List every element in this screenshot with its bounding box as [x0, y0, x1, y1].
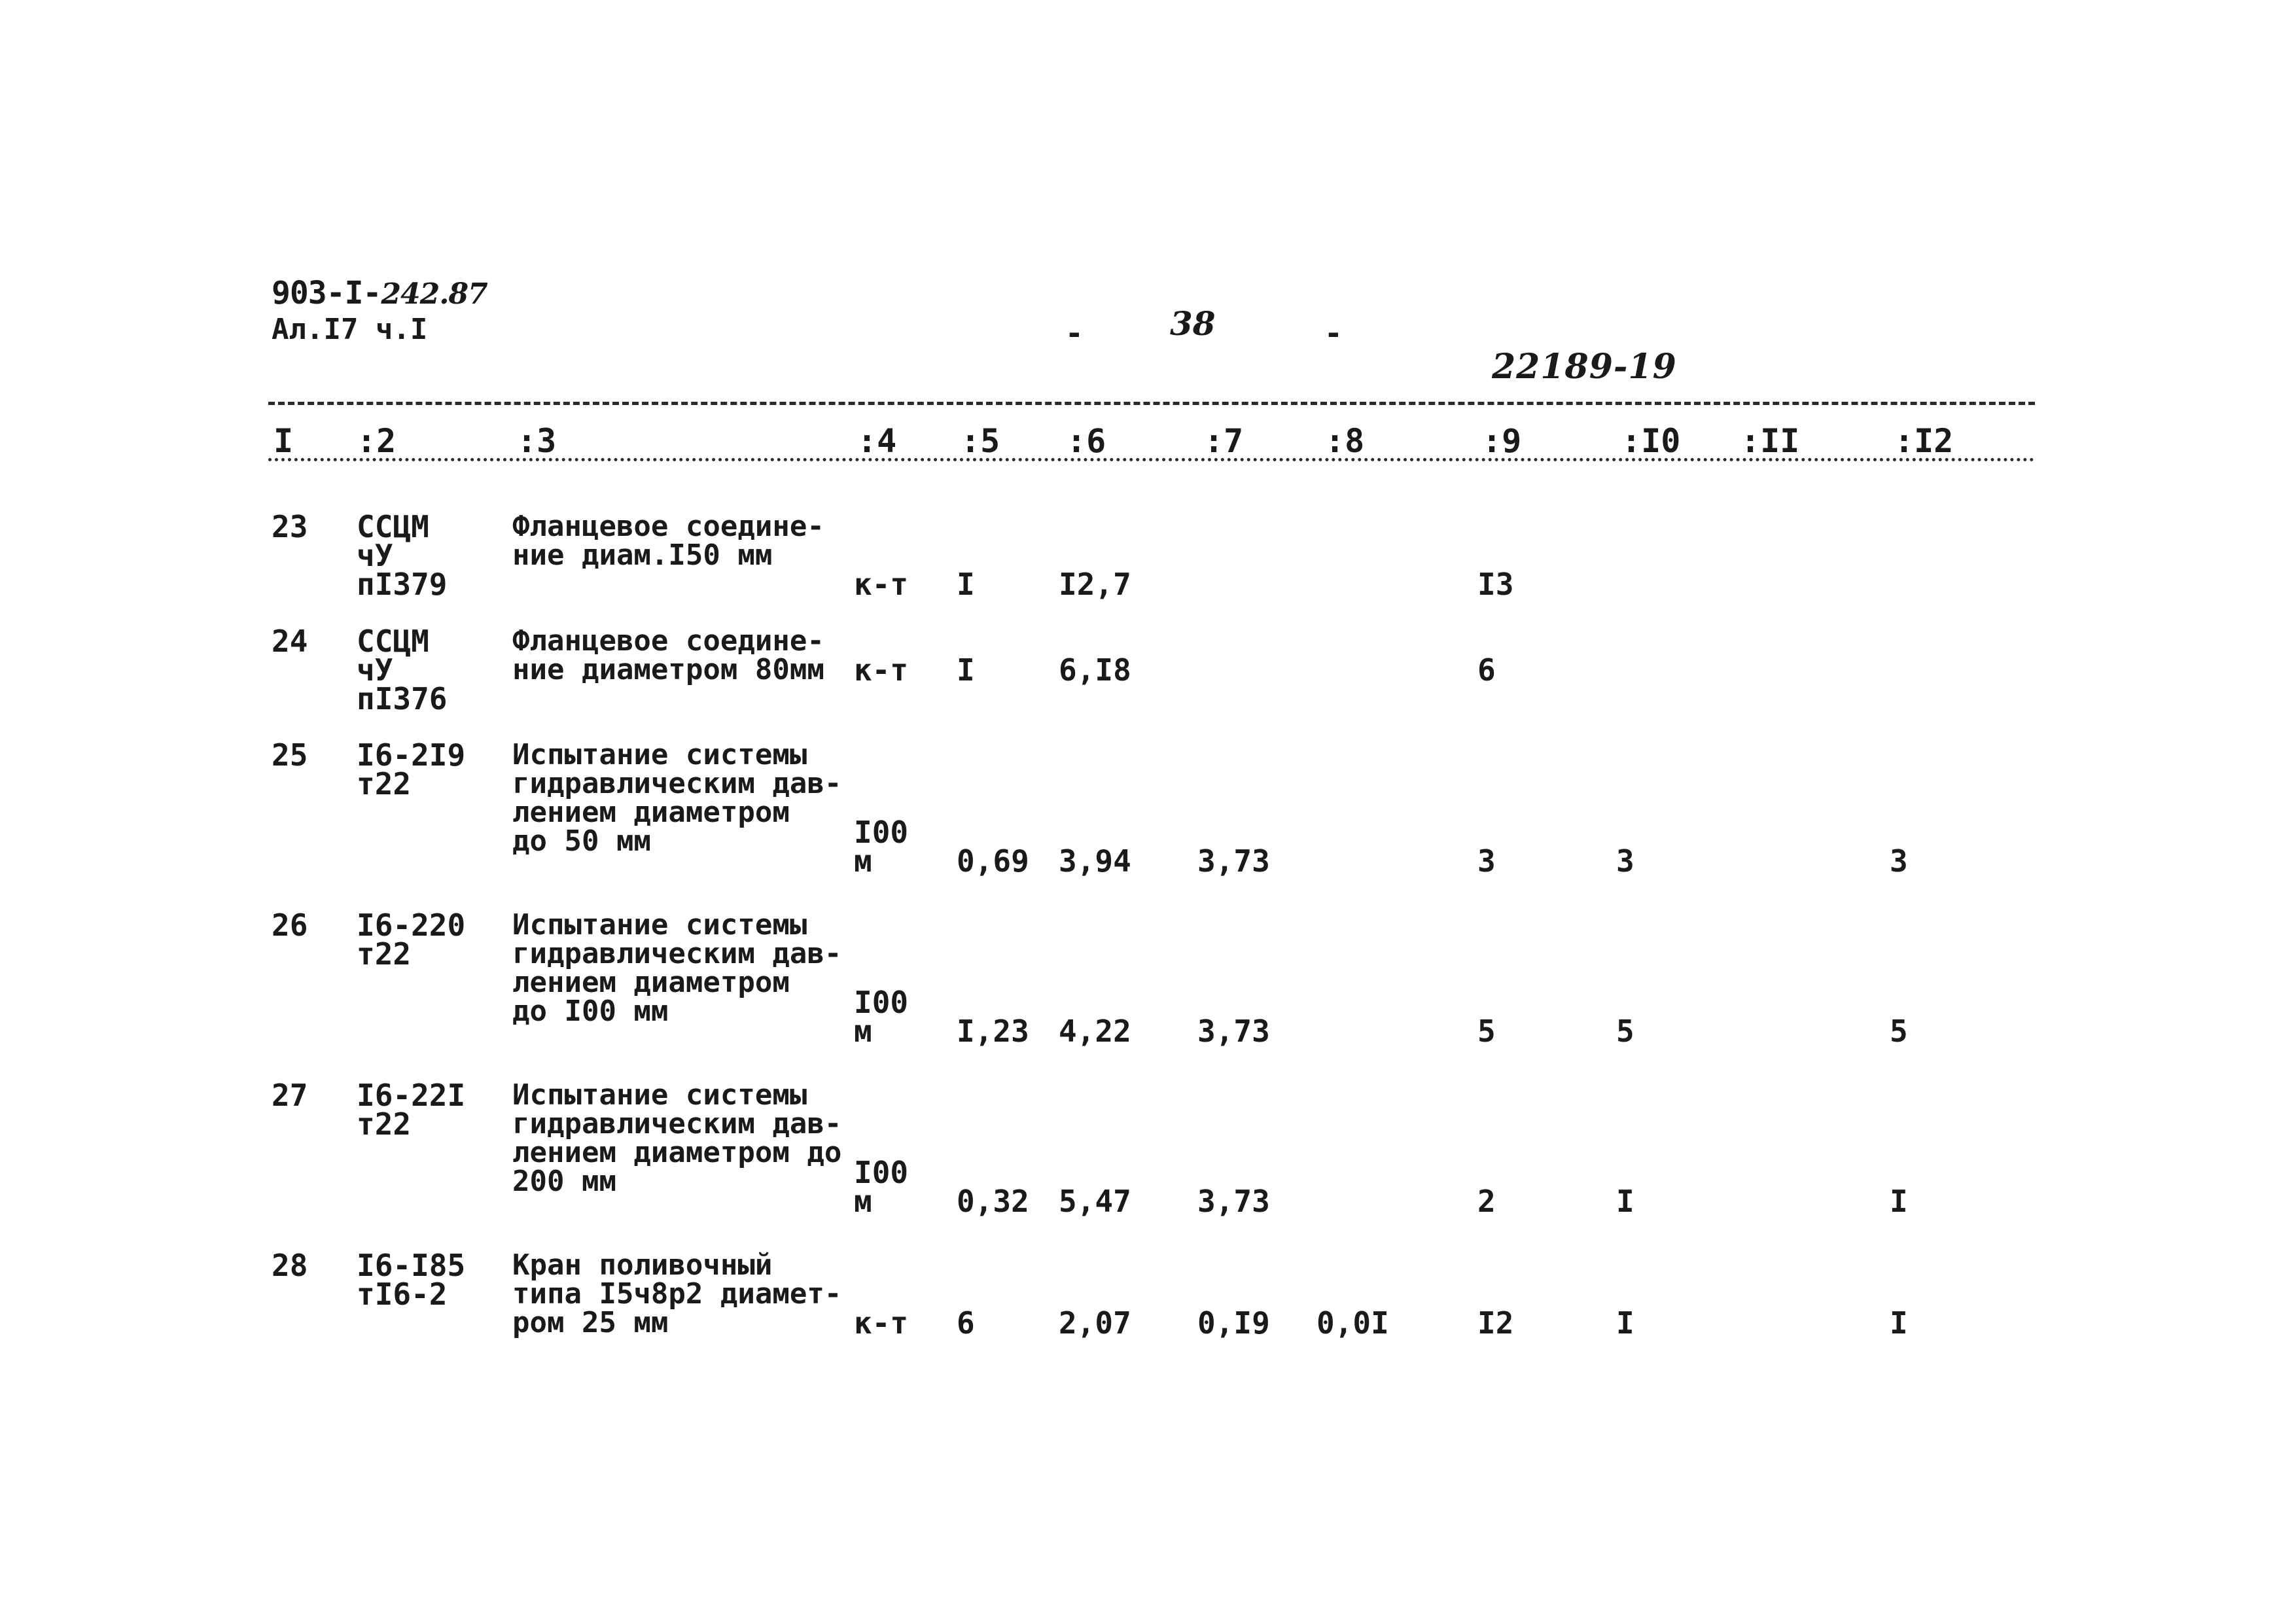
table-header-rule [268, 458, 2035, 461]
row-number: 27 [272, 1078, 308, 1113]
page-number: 38 [1170, 304, 1216, 343]
rate-code: ССЦМ чУ пI376 [357, 624, 448, 716]
value-col-10: 3 [1616, 843, 1634, 879]
value-col-10: I [1616, 1305, 1634, 1341]
column-header-3: :3 [517, 422, 557, 460]
value-col-6: 4,22 [1059, 1014, 1131, 1049]
work-description: Испытание системы гидравлическим дав- лением диаметром до 50 мм [512, 738, 842, 858]
document-code-handwritten: 242.87 [381, 277, 487, 311]
rate-code: I6-22I т22 [357, 1078, 466, 1142]
column-header-1: I [274, 422, 294, 460]
value-col-10: 5 [1616, 1014, 1634, 1049]
rate-code: I6-220 т22 [357, 908, 466, 972]
rate-code: I6-2I9 т22 [357, 737, 466, 802]
value-col-9: 5 [1477, 1014, 1496, 1049]
work-description: Фланцевое соедине- ние диам.I50 мм [512, 510, 824, 572]
value-col-5: 6 [957, 1305, 975, 1341]
value-col-12: I [1890, 1305, 1908, 1341]
value-col-6: 5,47 [1059, 1184, 1131, 1219]
work-description: Испытание системы гидравлическим дав- лением диаметром до 200 мм [512, 1078, 842, 1198]
column-header-10: :I0 [1621, 422, 1681, 460]
value-col-7: 3,73 [1197, 1184, 1270, 1219]
document-code-printed: 903-I- [272, 275, 381, 311]
table-top-rule [268, 402, 2035, 405]
unit-of-measure: к-т [854, 567, 909, 602]
page-dash-right: - [1324, 315, 1343, 351]
work-description: Фланцевое соедине- ние диаметром 80мм [512, 624, 824, 686]
value-col-6: 6,I8 [1059, 652, 1131, 688]
column-header-6: :6 [1067, 422, 1106, 460]
value-col-7: 3,73 [1197, 1014, 1270, 1049]
document-code [272, 275, 487, 311]
value-col-5: I,23 [957, 1014, 1029, 1049]
album-reference: Ал.I7 ч.I [272, 313, 428, 346]
value-col-9: I3 [1477, 567, 1514, 602]
archive-code: 22189-19 [1492, 347, 1677, 387]
row-number: 26 [272, 908, 308, 943]
value-col-9: 2 [1477, 1184, 1496, 1219]
column-header-9: :9 [1482, 422, 1522, 460]
row-number: 23 [272, 509, 308, 544]
value-col-6: 3,94 [1059, 843, 1131, 879]
value-col-5: 0,69 [957, 843, 1029, 879]
value-col-9: 3 [1477, 843, 1496, 879]
value-col-12: I [1890, 1184, 1908, 1219]
column-header-11: :II [1740, 422, 1800, 460]
value-col-7: 3,73 [1197, 843, 1270, 879]
column-header-8: :8 [1325, 422, 1365, 460]
column-header-4: :4 [857, 422, 897, 460]
page-dash-left: - [1065, 315, 1084, 351]
row-number: 25 [272, 737, 308, 773]
rate-code: ССЦМ чУ пI379 [357, 509, 448, 602]
rate-code: I6-I85 тI6-2 [357, 1248, 466, 1312]
value-col-12: 3 [1890, 843, 1908, 879]
row-number: 28 [272, 1248, 308, 1283]
value-col-12: 5 [1890, 1014, 1908, 1049]
column-header-12: :I2 [1894, 422, 1954, 460]
unit-of-measure: I00 м [854, 985, 909, 1049]
value-col-6: 2,07 [1059, 1305, 1131, 1341]
value-col-9: 6 [1477, 652, 1496, 688]
value-col-5: I [957, 567, 975, 602]
value-col-10: I [1616, 1184, 1634, 1219]
value-col-5: I [957, 652, 975, 688]
column-header-5: :5 [961, 422, 1000, 460]
work-description: Кран поливочный типа I5ч8р2 диамет- ром 25 мм [512, 1248, 842, 1339]
unit-of-measure: I00 м [854, 1155, 909, 1219]
unit-of-measure: I00 м [854, 815, 909, 879]
value-col-5: 0,32 [957, 1184, 1029, 1219]
column-header-2: :2 [357, 422, 397, 460]
value-col-7: 0,I9 [1197, 1305, 1270, 1341]
unit-of-measure: к-т [854, 652, 909, 688]
value-col-9: I2 [1477, 1305, 1514, 1341]
unit-of-measure: к-т [854, 1305, 909, 1341]
column-header-7: :7 [1204, 422, 1244, 460]
value-col-6: I2,7 [1059, 567, 1131, 602]
value-col-8: 0,0I [1316, 1305, 1389, 1341]
row-number: 24 [272, 624, 308, 659]
work-description: Испытание системы гидравлическим дав- лением диаметром до I00 мм [512, 908, 842, 1028]
